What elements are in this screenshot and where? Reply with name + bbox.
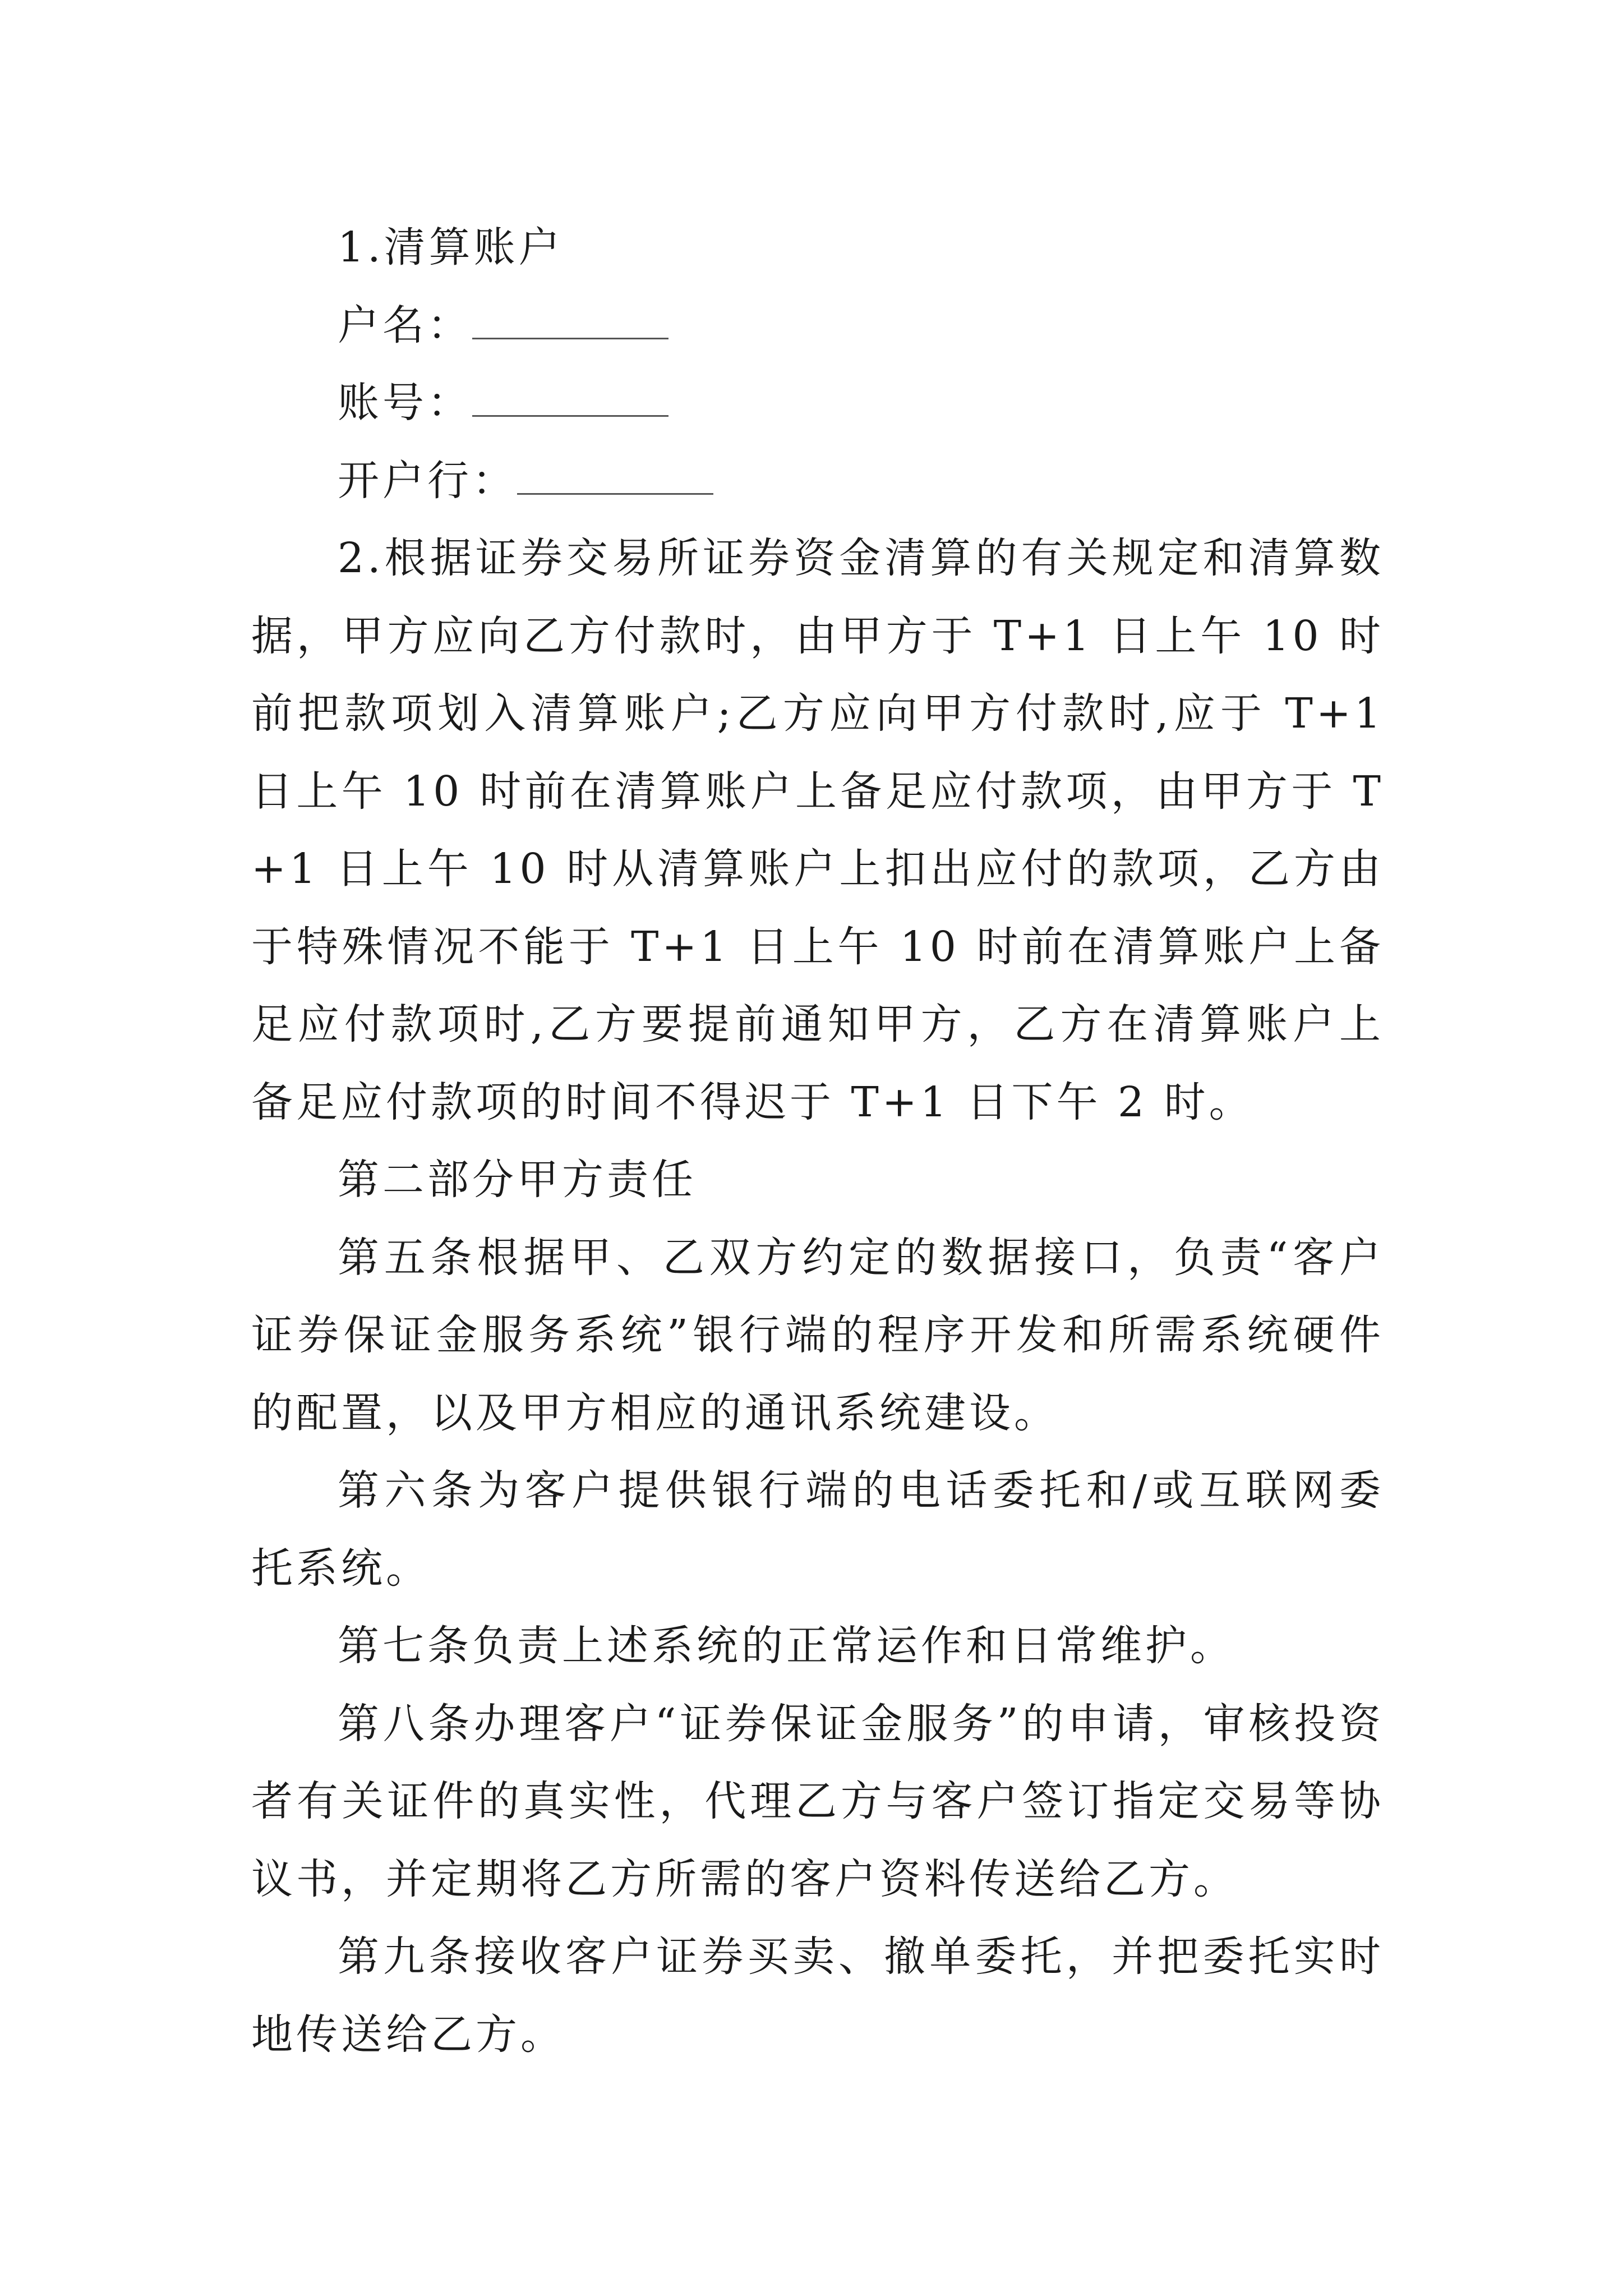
account-name-blank xyxy=(472,304,668,339)
article-6: 第六条为客户提供银行端的电话委托和/或互联网委托系统。 xyxy=(251,1466,1384,1593)
section-heading-party-a-duties: 第二部分甲方责任 xyxy=(338,1156,697,1204)
article-5: 第五条根据甲、乙双方约定的数据接口，负责“客户证券保证金服务系统”银行端的程序开发和所需系统硬件的配置，以及甲方相应的通讯系统建设。 xyxy=(251,1233,1384,1437)
opening-bank-field xyxy=(251,442,1384,520)
article-7: 第七条负责上述系统的正常运作和日常维护。 xyxy=(338,1622,1235,1670)
clearing-account-heading: 1.清算账户 xyxy=(338,223,564,272)
account-number-field xyxy=(251,364,1384,442)
account-name-field xyxy=(251,287,1384,365)
account-name-label: 户名： xyxy=(338,301,472,349)
paragraph-clearing-rules: 2.根据证券交易所证券资金清算的有关规定和清算数据，甲方应向乙方付款时，由甲方于 T+1 日上午 10 时前把款项划入清算账户;乙方应向甲方付款时,应于 T+1 日上午 10 时前在清算账户上备足应付款项，由甲方于 T+1 日上午 10 时从清算账户上扣出应付的款项，乙方由于特殊情况不能于 T+1 日上午 10 时前在清算账户上备足应付款项时,乙方要提前通知甲方，乙方在清算账户上备足应付款项的时间不得迟于 T+1 日下午 2 时。 xyxy=(251,534,1384,1126)
document-body xyxy=(251,209,1384,2073)
article-9: 第九条接收客户证券买卖、撤单委托，并把委托实时地传送给乙方。 xyxy=(251,1932,1384,2059)
opening-bank-label: 开户行： xyxy=(338,456,517,505)
account-number-blank xyxy=(472,381,668,417)
account-number-label: 账号： xyxy=(338,379,472,427)
opening-bank-blank xyxy=(517,459,713,495)
article-8: 第八条办理客户“证券保证金服务”的申请，审核投资者有关证件的真实性，代理乙方与客户签订指定交易等协议书，并定期将乙方所需的客户资料传送给乙方。 xyxy=(251,1699,1384,1903)
